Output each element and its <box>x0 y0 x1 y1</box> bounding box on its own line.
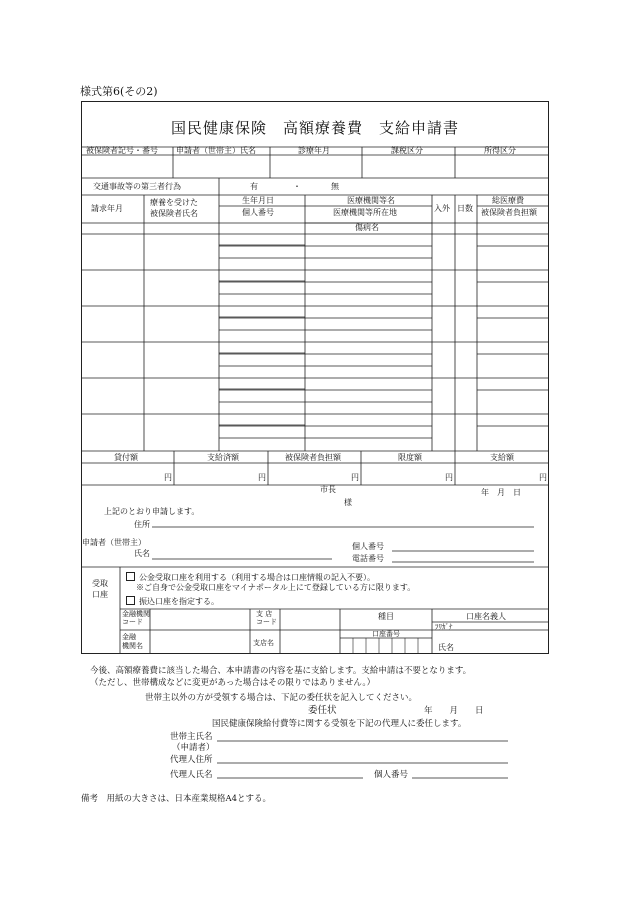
notice-line2: （ただし、世帯構成などに変更があった場合はその限りではありません。） <box>90 678 376 688</box>
public-account-option[interactable]: 公金受取口座を利用する（利用する場合は口座情報の記入不要）。 <box>126 572 375 582</box>
public-account-note: ※ご自身で公金受取口座をマイナポータル上にて登録している方に限ります。 <box>136 583 416 592</box>
patient-header-line1: 療養を受けた <box>150 198 198 207</box>
burden-amount-header: 被保険者負担額 <box>285 453 341 462</box>
limit-amount-header: 限度額 <box>398 453 422 462</box>
bank-code-label-line2: コード <box>122 618 143 626</box>
applicant-name-header: 申請者（世帯主）氏名 <box>176 146 256 155</box>
honorific-label: 様 <box>344 498 352 507</box>
facility-name-header: 医療機関等名 <box>347 196 395 205</box>
account-holder-label: 口座名義人 <box>466 612 506 621</box>
loan-amount-header: 貸付額 <box>114 453 138 462</box>
householder-label-line1: 世帯主氏名 <box>170 732 213 742</box>
declaration-text: 上記のとおり申請します。 <box>104 507 200 516</box>
application-date: 年 月 日 <box>481 488 521 497</box>
account-label-line1: 受取 <box>92 579 108 588</box>
agent-name-label: 代理人氏名 <box>170 770 213 780</box>
bank-code-label-line1: 金融機関 <box>122 610 150 618</box>
proxy-date: 年 月 日 <box>424 706 484 716</box>
account-number-label: 口座番号 <box>372 630 400 638</box>
address-label: 住所 <box>134 520 150 529</box>
agent-personal-number-label: 個人番号 <box>374 770 409 780</box>
branch-name-label: 支店名 <box>253 639 274 647</box>
yen-unit: 円 <box>539 473 547 482</box>
checkbox[interactable] <box>126 572 135 581</box>
third-party-separator: ・ <box>293 182 301 191</box>
notice-line1: 今後、高額療養費に該当した場合、本申請書の内容を基に支給します。支給申請は不要となります。 <box>90 666 472 676</box>
claim-month-header: 請求年月 <box>91 204 123 213</box>
bank-name-label-line1: 金融 <box>122 633 136 641</box>
paid-amount-header: 支給済額 <box>207 453 239 462</box>
in-out-header: 入外 <box>434 204 450 213</box>
insured-number-header: 被保険者記号・番号 <box>86 146 158 155</box>
days-header: 日数 <box>457 204 473 213</box>
householder-label-line2: （申請者） <box>172 743 215 753</box>
remarks: 備考 用紙の大きさは、日本産業規格A4とする。 <box>81 794 272 804</box>
name-label: 氏名 <box>134 549 150 558</box>
bank-name-label-line2: 機関名 <box>122 642 143 650</box>
third-party-yes[interactable]: 有 <box>250 182 258 191</box>
total-cost-header: 総医療費 <box>492 196 524 205</box>
branch-code-label-line1: 支 店 <box>256 610 273 618</box>
tax-class-header: 課税区分 <box>391 146 423 155</box>
disease-header: 傷病名 <box>355 223 379 232</box>
yen-unit: 円 <box>351 473 359 482</box>
personal-number-header: 個人番号 <box>242 208 274 217</box>
mayor-label: 市長 <box>320 485 336 494</box>
form-number: 様式第6(その2) <box>80 85 158 98</box>
checkbox[interactable] <box>126 596 135 605</box>
phone-label: 電話番号 <box>352 554 384 563</box>
branch-code-label-line2: コード <box>256 618 277 626</box>
patient-header-line2: 被保険者氏名 <box>150 209 198 218</box>
furigana-label: ﾌﾘｶﾞﾅ <box>435 623 453 631</box>
form-title: 国民健康保険 高額療養費 支給申請書 <box>170 119 459 137</box>
facility-address-header: 医療機関等所在地 <box>333 208 397 217</box>
yen-unit: 円 <box>164 473 172 482</box>
payment-amount-header: 支給額 <box>490 453 514 462</box>
proxy-title: 委任状 <box>308 705 337 716</box>
account-type-label: 種目 <box>378 612 394 621</box>
yen-unit: 円 <box>258 473 266 482</box>
third-party-no[interactable]: 無 <box>331 182 339 191</box>
insured-burden-header: 被保険者負担額 <box>481 208 537 217</box>
personal-number-label: 個人番号 <box>352 542 384 551</box>
applicant-label: 申請者（世帯主） <box>82 538 146 547</box>
yen-unit: 円 <box>445 473 453 482</box>
birth-date-header: 生年月日 <box>242 196 274 205</box>
transfer-account-option[interactable]: 振込口座を指定する。 <box>126 596 219 606</box>
holder-name-label: 氏名 <box>438 643 454 652</box>
account-label-line2: 口座 <box>92 590 108 599</box>
income-class-header: 所得区分 <box>484 146 516 155</box>
proxy-text: 国民健康保険給付費等に関する受領を下記の代理人に委任します。 <box>212 719 467 729</box>
proxy-intro: 世帯主以外の方が受領する場合は、下記の委任状を記入してください。 <box>145 693 418 703</box>
third-party-label: 交通事故等の第三者行為 <box>93 182 181 191</box>
treatment-month-header: 診療年月 <box>298 146 330 155</box>
agent-address-label: 代理人住所 <box>170 755 213 765</box>
